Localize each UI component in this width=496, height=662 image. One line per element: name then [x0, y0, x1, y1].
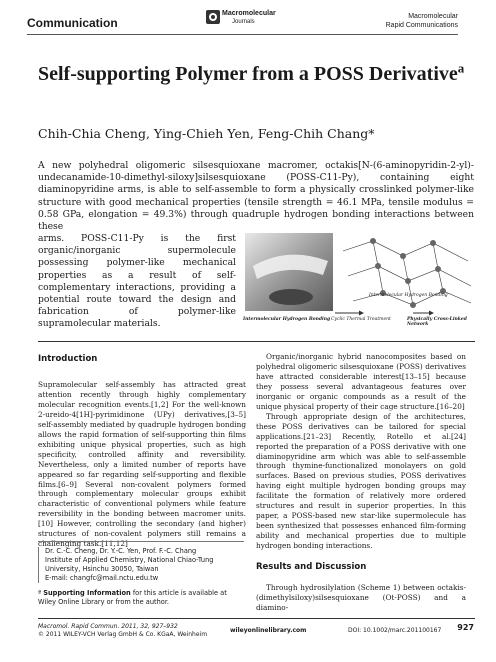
- affil-names: Dr. C.-C. Cheng, Dr. Y.-C. Yen, Prof. F.-C. Chang: [45, 547, 197, 555]
- figure-label-c: Physically Cross-Linked Network: [407, 317, 467, 327]
- intro-heading: Introduction: [38, 354, 98, 364]
- right-column: [256, 352, 466, 613]
- author-list: Chih-Chia Cheng, Ying-Chieh Yen, Feng-Chih Chang*: [38, 126, 375, 141]
- logo-text-2: Journals: [232, 19, 255, 25]
- affil-email: E-mail: changfc@mail.nctu.edu.tw: [45, 574, 159, 582]
- journal-logo: [206, 8, 278, 32]
- header-rule: [27, 34, 458, 35]
- affil-institute: Institute of Applied Chemistry, National Chiao-Tung University, Hsinchu 30050, Taiwan: [45, 556, 214, 573]
- supporting-info-note: ª Supporting Information for this article is available at Wiley Online Library or from the author.: [38, 589, 227, 606]
- supporting-info-text: for this article is available at Wiley Online Library or from the author.: [38, 589, 227, 606]
- right-paragraph-3: Through hydrosilylation (Scheme 1) between octakis-(dimethylsiloxy)silsesquioxane (Ot-POSS) and a diamino-: [256, 583, 466, 612]
- intro-paragraph: Supramolecular self-assembly has attracted great attention recently through highly complementary molecular recognition events.[1,2] For the well-known 2-ureido-4[1H]-pyrimidinone (UPy) derivatives,[3–5] self-assembly mediated by quadruple hydrogen bonding allows the rapid formation of self-supporting thin films exhibiting unique physical properties, such as high specificity, controlled affinity and reversibility. Nevertheless, only a limited number of reports have appeared so far regarding self-supporting and flexible films.[6–9] Several non-covalent polymers formed through complementary molecular groups exhibit characteristic of conventional polymers while feature reversibility in the bonding between macromer units.[10] However, controlling the secondary (and higher) structures of non-covalent polymers still remains a challenging task.[11,12]: [38, 380, 246, 549]
- footer-copyright: © 2011 WILEY-VCH Verlag GmbH & Co. KGaA, Weinheim: [38, 631, 208, 638]
- supporting-info-bold: Supporting Information: [43, 589, 131, 597]
- logo-text-1: Macromolecular: [222, 10, 276, 17]
- footer-citation: Macromol. Rapid Commun. 2011, 32, 927–932: [38, 623, 178, 630]
- figure-label-a: Intermolecular Hydrogen Bonding: [243, 317, 331, 322]
- abstract-narrow: arms. POSS-C11-Py is the first organic/inorganic supermolecule possessing polymer-like mechanical properties as a result of self-complementary interactions, providing a potential route toward the design and fabrication of polymer-like supramolecular materials.: [38, 233, 236, 330]
- affiliation-box: [38, 541, 244, 583]
- figure-label-d: Intermolecular Hydrogen Bonding: [369, 293, 448, 298]
- right-paragraph-1: Organic/inorganic hybrid nanocomposites based on polyhedral oligomeric silsesquioxane (POSS) derivatives have attracted considerable interest[13–15] because they possess several advantageous features over inorganic or organic compounds as a result of the unique physical property of their cage structure.[16–20]: [256, 352, 466, 411]
- footer-rule: [38, 618, 475, 619]
- journal-name: [386, 12, 458, 30]
- page-number: 927: [457, 623, 474, 632]
- title-footnote-mark: a: [457, 60, 465, 76]
- abstract-separator: [38, 341, 475, 342]
- right-paragraph-2: Through appropriate design of the architectures, these POSS derivatives can be tailored for special applications.[21–23] Recently, Rotello et al.[24] reported the preparation of a POSS derivative with one diaminopyridine arm which was able to self-assemble through thymine-functionalized monolayers on gold surfaces. Based on previous studies, POSS derivatives having eight multiple hydrogen bonding groups may facilitate the formation of relatively more ordered structures and result in superior properties. In this paper, a POSS-based new star-like supermolecule has been synthesized that possesses enhanced film-forming ability and mechanical properties due to multiple hydrogen bonding interactions.: [256, 411, 466, 551]
- footer-left: [38, 623, 207, 639]
- journal-name-line2: Rapid Communications: [385, 22, 458, 29]
- figure-label-b: Cyclic Thermal Treatment: [331, 317, 391, 322]
- footer-doi[interactable]: DOI: 10.1002/marc.201100167: [348, 627, 442, 634]
- results-heading: Results and Discussion: [256, 562, 367, 573]
- journal-name-line1: Macromolecular: [408, 13, 458, 20]
- footer-site[interactable]: wileyonlinelibrary.com: [230, 627, 307, 634]
- abstract-wide: A new polyhedral oligomeric silsesquioxane macromer, octakis[N-(6-aminopyridin-2-yl)-undecanamide-10-dimethyl-siloxy]silsesquioxane (POSS-C11-Py), containing eight diaminopyridine arms, is able to self-assemble to form a physically crosslinked polymer-like structure with good mechanical properties (tensile strength = 46.1 MPa, tensile modulus = 0.58 GPa, elongation = 49.3%) through quadruple hydrogen bonding interactions between these: [38, 160, 474, 233]
- article-title: [38, 60, 468, 86]
- title-text: Self-supporting Polymer from a POSS Derivative: [38, 63, 458, 85]
- graphical-abstract: [243, 231, 475, 327]
- section-label: Communication: [27, 16, 118, 30]
